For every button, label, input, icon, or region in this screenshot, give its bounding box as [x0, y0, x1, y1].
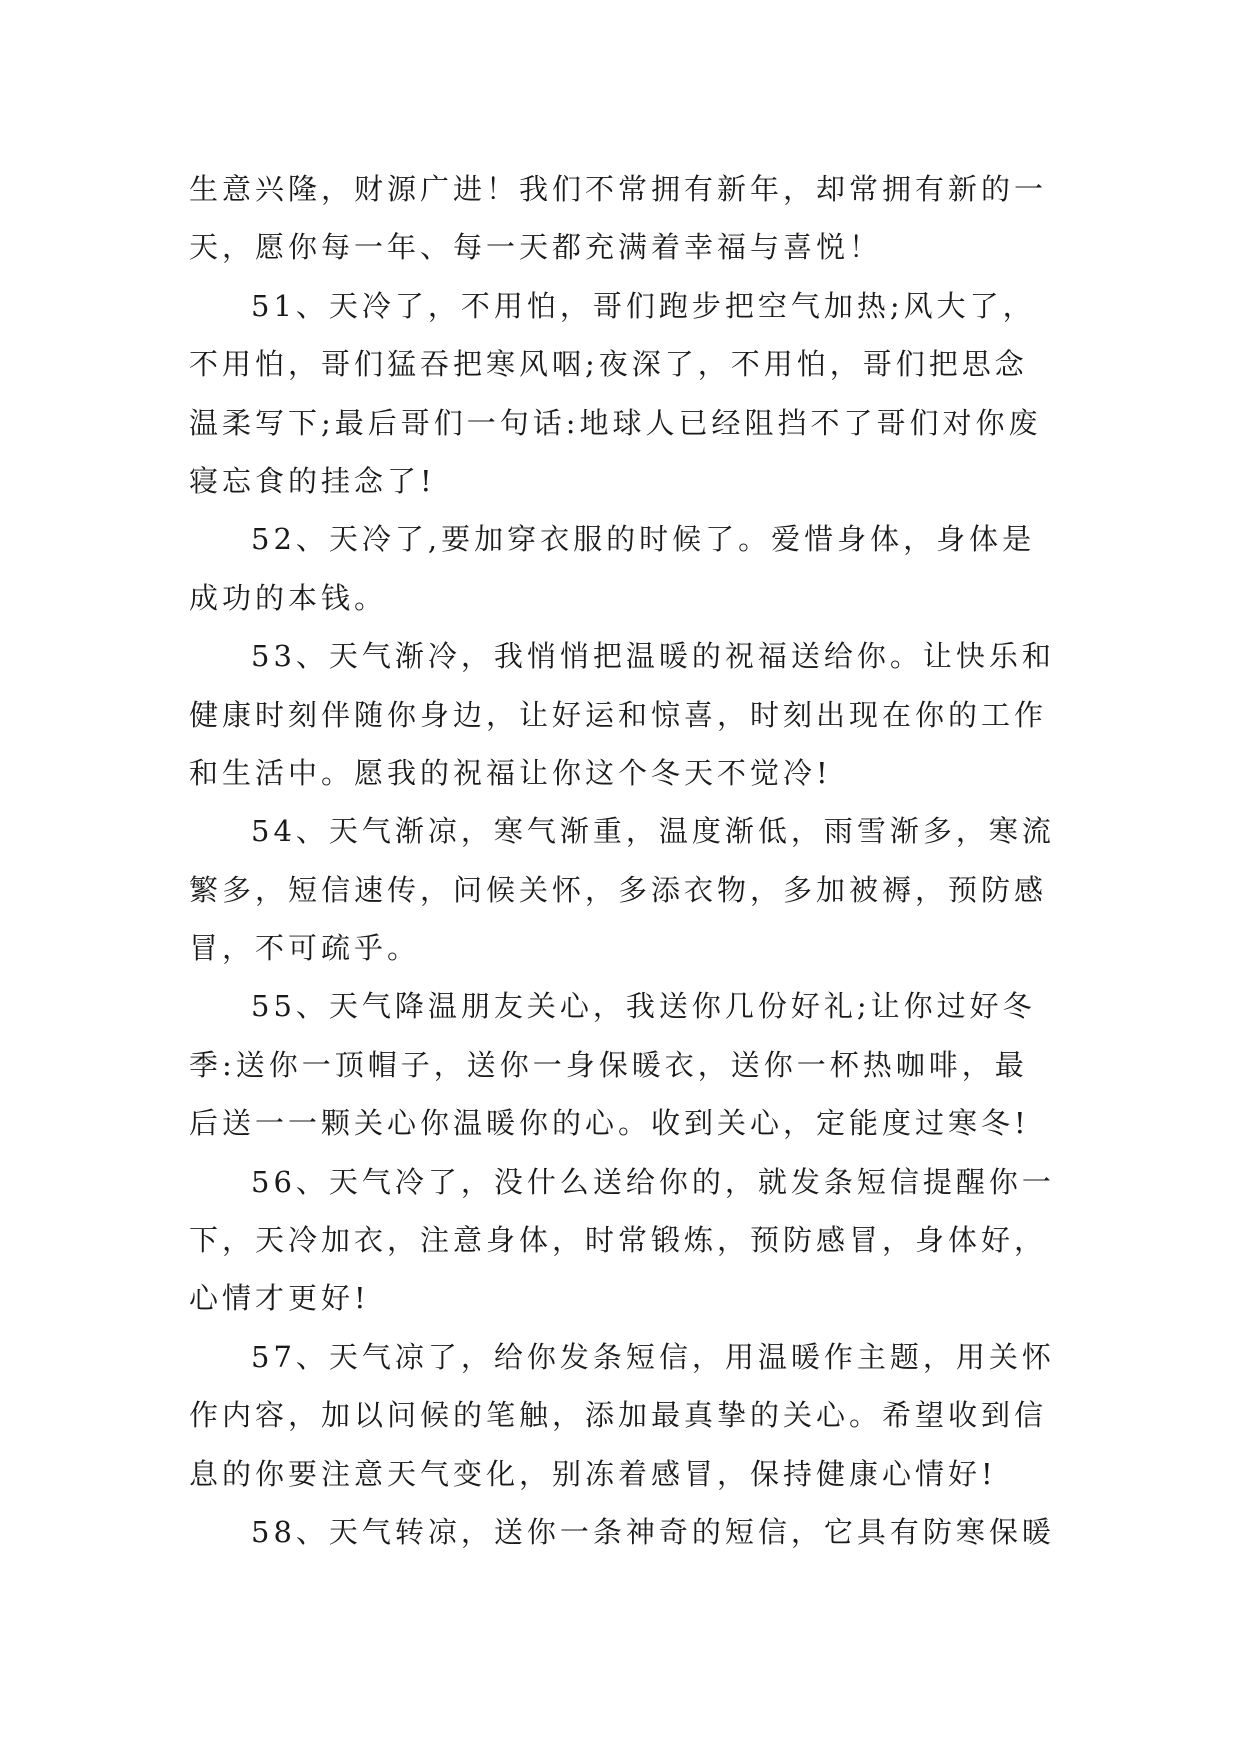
text-line: 不用怕，哥们猛吞把寒风咽;夜深了，不用怕，哥们把思念 [189, 347, 1028, 382]
text-line: 心情才更好! [189, 1281, 370, 1316]
text-line: 后送一一颗关心你温暖你的心。收到关心，定能度过寒冬! [189, 1106, 1030, 1141]
paragraph-52-start: 52、天冷了,要加穿衣服的时候了。爱惜身体，身体是 [251, 522, 1036, 557]
text-line: 天，愿你每一年、每一天都充满着幸福与喜悦！ [189, 230, 883, 265]
text-line: 作内容，加以问候的笔触，添加最真挚的关心。希望收到信 [189, 1398, 1048, 1433]
text-line: 繁多，短信速传，问候关怀，多添衣物，多加被褥，预防感 [189, 872, 1048, 907]
paragraph-51-start: 51、天冷了，不用怕，哥们跑步把空气加热;风大了， [251, 288, 1036, 323]
text-line: 和生活中。愿我的祝福让你这个冬天不觉冷! [189, 755, 832, 790]
paragraph-58-start: 58、天气转凉，送你一条神奇的短信，它具有防寒保暖 [251, 1514, 1055, 1549]
paragraph-55-start: 55、天气降温朋友关心，我送你几份好礼;让你过好冬 [251, 989, 1036, 1024]
text-line: 季:送你一顶帽子，送你一身保暖衣，送你一杯热咖啡，最 [189, 1047, 1028, 1082]
text-line: 健康时刻伴随你身边，让好运和惊喜，时刻出现在你的工作 [189, 697, 1048, 732]
text-line: 冒，不可疏乎。 [189, 931, 421, 966]
text-line: 生意兴隆，财源广进！我们不常拥有新年，却常拥有新的一 [189, 172, 1048, 206]
text-line: 息的你要注意天气变化，别冻着感冒，保持健康心情好! [189, 1456, 997, 1491]
paragraph-57-start: 57、天气凉了，给你发条短信，用温暖作主题，用关怀 [251, 1339, 1055, 1374]
document-body [189, 160, 1069, 1561]
paragraph-54-start: 54、天气渐凉，寒气渐重，温度渐低，雨雪渐多，寒流 [251, 814, 1055, 849]
text-line: 成功的本钱。 [189, 580, 388, 615]
text-line: 寝忘食的挂念了! [189, 463, 436, 498]
paragraph-53-start: 53、天气渐冷，我悄悄把温暖的祝福送给你。让快乐和 [251, 639, 1055, 674]
paragraph-56-start: 56、天气冷了，没什么送给你的，就发条短信提醒你一 [251, 1164, 1055, 1199]
text-line: 温柔写下;最后哥们一句话:地球人已经阻挡不了哥们对你废 [189, 405, 1042, 440]
text-line: 下，天冷加衣，注意身体，时常锻炼，预防感冒，身体好， [189, 1223, 1048, 1258]
